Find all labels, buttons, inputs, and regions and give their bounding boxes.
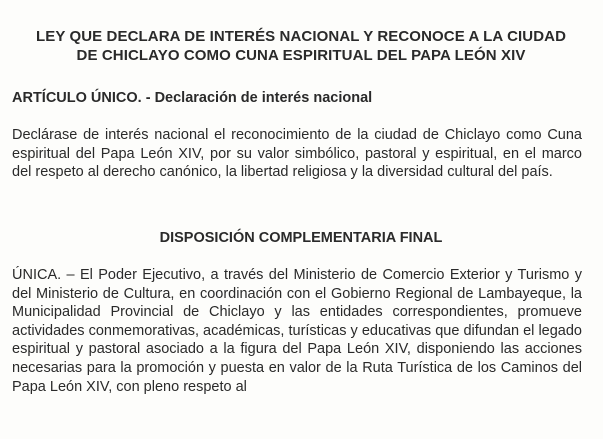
- article-paragraph: Declárase de interés nacional el reconocimiento de la ciudad de Chiclayo como Cuna espiritual del Papa León XIV, por su valor simbólico, pastoral y espiritual, en el marco del respeto al derecho canónico, la libertad religiosa y la diversidad cultural del país.: [12, 127, 582, 181]
- disposition-heading: DISPOSICIÓN COMPLEMENTARIA FINAL: [159, 230, 443, 246]
- law-title-line-1: LEY QUE DECLARA DE INTERÉS NACIONAL Y RECONOCE A LA CIUDAD: [35, 28, 567, 45]
- law-title-line-2: DE CHICLAYO COMO CUNA ESPIRITUAL DEL PAPA LEÓN XIV: [76, 47, 526, 64]
- disposition-paragraph: ÚNICA. – El Poder Ejecutivo, a través del Ministerio de Comercio Exterior y Turismo y del Ministerio de Cultura, en coordinación con el Gobierno Regional de Lambayeque, la Municipalidad Provincial de Chiclayo y las entidades correspondientes, promueve actividades conmemorativas, académicas, turísticas y educativas que difundan el legado espiritual y pastoral asociado a la figura del Papa León XIV, disponiendo las acciones necesarias para la promoción y puesta en valor de la Ruta Turística de los Caminos del Papa León XIV, con pleno respeto al: [12, 267, 582, 395]
- law-title: [12, 27, 590, 65]
- article-heading: ARTÍCULO ÚNICO. - Declaración de interés nacional: [12, 90, 373, 106]
